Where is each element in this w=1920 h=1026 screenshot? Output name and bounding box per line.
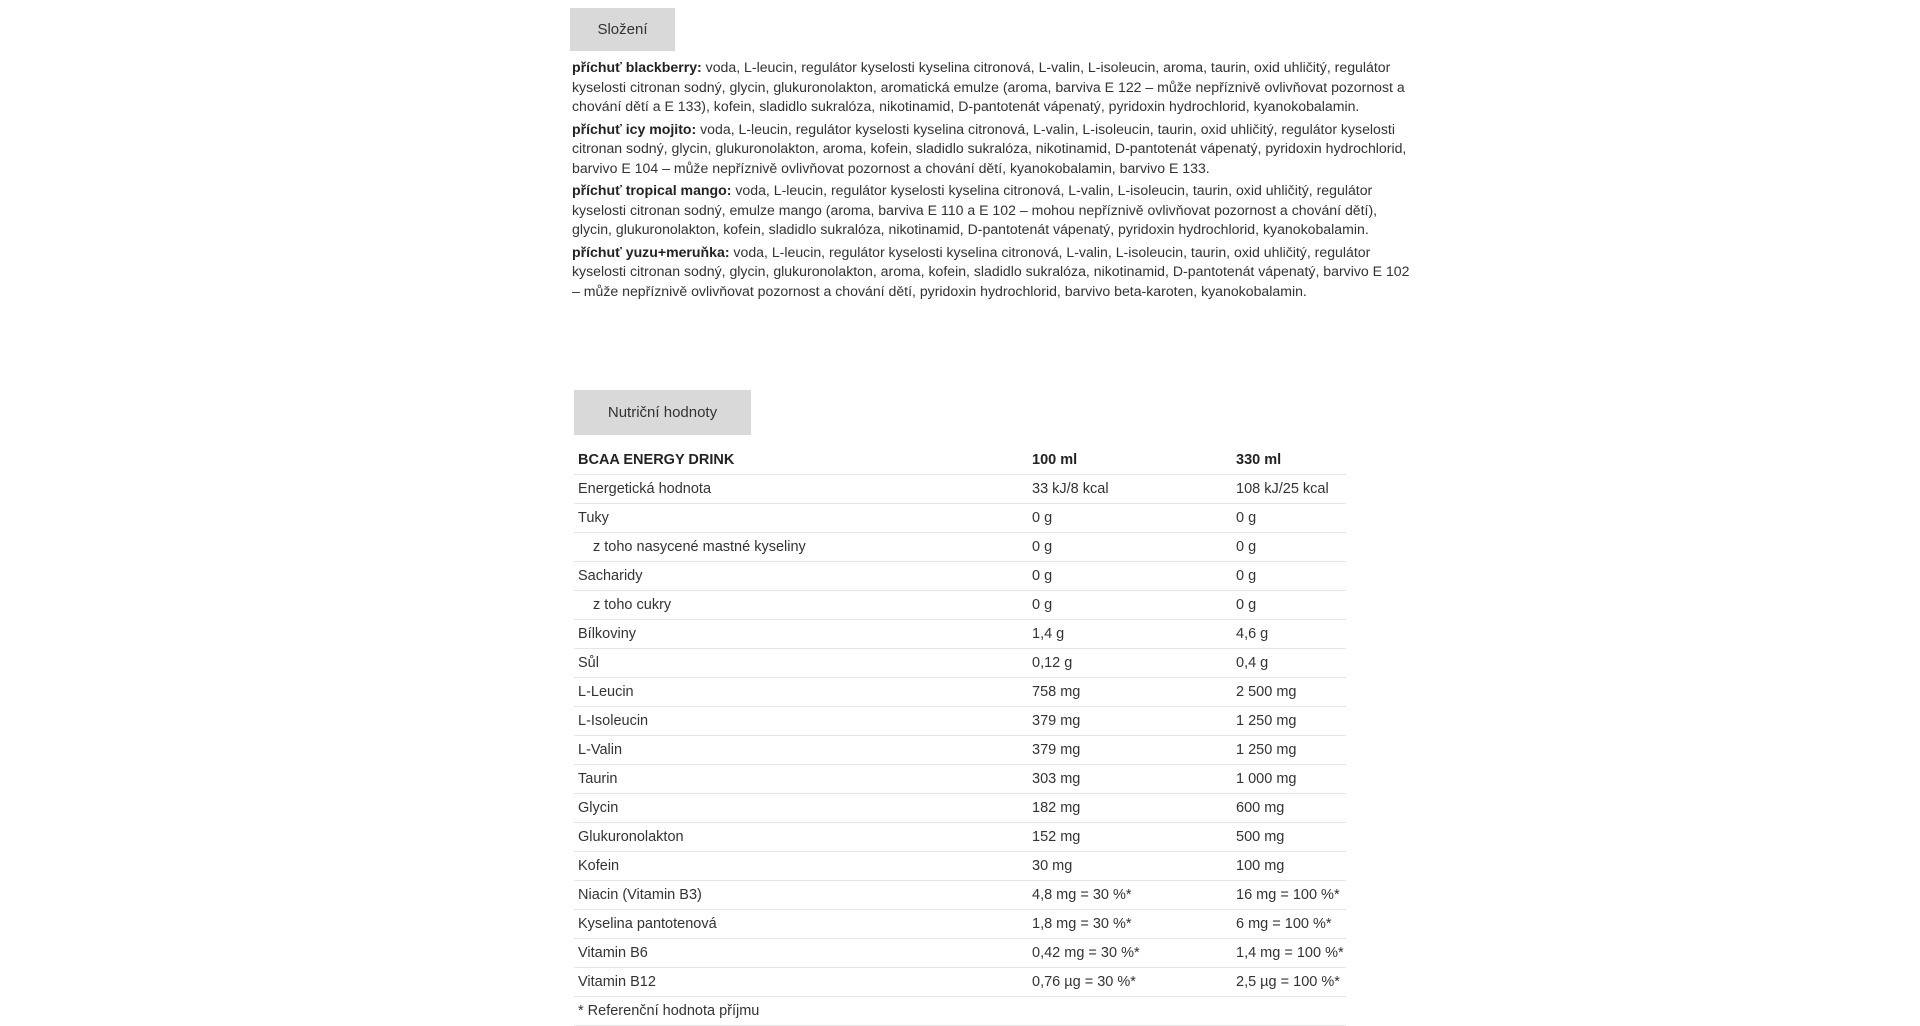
ingredients-paragraph [572, 243, 1418, 302]
header-product: BCAA ENERGY DRINK [574, 446, 1028, 475]
value-100ml: 33 kJ/8 kcal [1028, 475, 1232, 504]
ingredients-text: voda, L-leucin, regulátor kyselosti kyselina citronová, L-valin, L-isoleucin, taurin, oxid uhličitý, regulátor kyselosti citronan sodný, glycin, glukuronolakton, aroma, kofein, sladidlo sukralóza, nikotinamid, D-pantotenát vápenatý, barvivo E 102 – může nepříznivě ovlivňovat pozornost a chování dětí, pyridoxin hydrochlorid, barvivo beta-karoten, kyanokobalamin. [572, 243, 1410, 299]
table-row [574, 620, 1346, 649]
ingredients-text: voda, L-leucin, regulátor kyselosti kyselina citronová, L-valin, L-isoleucin, taurin, oxid uhličitý, regulátor kyselosti citronan sodný, emulze mango (aroma, barviva E 110 a E 102 – mohou nepříznivě ovlivňovat pozornost a chování dětí), glycin, glukuronolakton, kofein, sladidlo sukralóza, nikotinamid, D-pantotenát vápenatý, pyridoxin hydrochlorid, kyanokobalamin. [572, 182, 1378, 237]
tab-nutrition[interactable]: Nutriční hodnoty [574, 390, 751, 435]
nutrient-name: Kyselina pantotenová [574, 910, 1028, 939]
value-330ml: 500 mg [1232, 823, 1346, 852]
nutrient-name: z toho cukry [574, 591, 1028, 620]
value-100ml: 0,12 g [1028, 649, 1232, 678]
value-100ml: 0,42 mg = 30 %* [1028, 939, 1232, 968]
nutrient-name: z toho nasycené mastné kyseliny [574, 533, 1028, 562]
nutrient-name: Glukuronolakton [574, 823, 1028, 852]
value-330ml: 600 mg [1232, 794, 1346, 823]
ingredients-text: voda, L-leucin, regulátor kyselosti kyselina citronová, L-valin, L-isoleucin, taurin, oxid uhličitý, regulátor kyselosti citronan sodný, glycin, glukuronolakton, aroma, kofein, sladidlo sukralóza, nikotinamid, D-pantotenát vápenatý, pyridoxin hydrochlorid, barvivo E 104 – může nepříznivě ovlivňovat pozornost a chování dětí, kyanokobalamin, barvivo E 133. [572, 120, 1407, 176]
value-330ml: 2 500 mg [1232, 678, 1346, 707]
header-330ml: 330 ml [1232, 446, 1346, 475]
table-row [574, 823, 1346, 852]
value-100ml: 0 g [1028, 533, 1232, 562]
value-330ml: 0 g [1232, 533, 1346, 562]
table-row [574, 591, 1346, 620]
value-330ml: 100 mg [1232, 852, 1346, 881]
table-row [574, 533, 1346, 562]
value-330ml: 108 kJ/25 kcal [1232, 475, 1346, 504]
table-row [574, 562, 1346, 591]
value-330ml: 1 250 mg [1232, 707, 1346, 736]
footnote: * Referenční hodnota příjmu [574, 997, 1346, 1026]
value-330ml: 4,6 g [1232, 620, 1346, 649]
value-100ml: 4,8 mg = 30 %* [1028, 881, 1232, 910]
table-row [574, 794, 1346, 823]
value-100ml: 379 mg [1028, 736, 1232, 765]
value-330ml: 0 g [1232, 562, 1346, 591]
ingredients-paragraph [572, 58, 1418, 117]
value-330ml: 0 g [1232, 591, 1346, 620]
table-row [574, 881, 1346, 910]
nutrient-name: Vitamin B12 [574, 968, 1028, 997]
value-100ml: 182 mg [1028, 794, 1232, 823]
nutrient-name: Tuky [574, 504, 1028, 533]
table-row [574, 475, 1346, 504]
nutrient-name: L-Leucin [574, 678, 1028, 707]
value-100ml: 152 mg [1028, 823, 1232, 852]
ingredients-section [572, 58, 1418, 304]
ingredients-paragraph [572, 120, 1418, 179]
nutrient-name: Taurin [574, 765, 1028, 794]
header-100ml: 100 ml [1028, 446, 1232, 475]
ingredients-text: voda, L-leucin, regulátor kyselosti kyselina citronová, L-valin, L-isoleucin, aroma, taurin, oxid uhličitý, regulátor kyselosti citronan sodný, glycin, glukuronolakton, aromatická emulze (aroma, barviva E 122 – může nepříznivě ovlivňovat pozornost a chování dětí a E 133), kofein, sladidlo sukralóza, nikotinamid, D-pantotenát vápenatý, pyridoxin hydrochlorid, kyanokobalamin. [572, 59, 1405, 114]
flavor-label: příchuť tropical mango: [572, 182, 732, 198]
table-row [574, 968, 1346, 997]
flavor-label: příchuť icy mojito: [572, 120, 697, 137]
table-row [574, 504, 1346, 533]
table-row [574, 678, 1346, 707]
value-100ml: 30 mg [1028, 852, 1232, 881]
table-row [574, 939, 1346, 968]
table-header-row [574, 446, 1346, 475]
flavor-label: příchuť blackberry: [572, 59, 702, 75]
nutrient-name: Niacin (Vitamin B3) [574, 881, 1028, 910]
value-100ml: 1,4 g [1028, 620, 1232, 649]
value-100ml: 0 g [1028, 562, 1232, 591]
table-row [574, 736, 1346, 765]
nutrient-name: Bílkoviny [574, 620, 1028, 649]
nutrient-name: L-Isoleucin [574, 707, 1028, 736]
value-100ml: 303 mg [1028, 765, 1232, 794]
value-100ml: 379 mg [1028, 707, 1232, 736]
value-100ml: 0 g [1028, 504, 1232, 533]
value-100ml: 1,8 mg = 30 %* [1028, 910, 1232, 939]
ingredients-paragraph [572, 181, 1418, 240]
table-row [574, 707, 1346, 736]
nutrient-name: Glycin [574, 794, 1028, 823]
table-row [574, 765, 1346, 794]
value-100ml: 0 g [1028, 591, 1232, 620]
value-330ml: 6 mg = 100 %* [1232, 910, 1346, 939]
value-100ml: 0,76 µg = 30 %* [1028, 968, 1232, 997]
value-330ml: 0,4 g [1232, 649, 1346, 678]
value-330ml: 16 mg = 100 %* [1232, 881, 1346, 910]
table-row [574, 649, 1346, 678]
value-330ml: 0 g [1232, 504, 1346, 533]
value-330ml: 2,5 µg = 100 %* [1232, 968, 1346, 997]
nutrition-table [574, 446, 1346, 1026]
value-330ml: 1 000 mg [1232, 765, 1346, 794]
table-row [574, 852, 1346, 881]
tab-composition[interactable]: Složení [570, 8, 675, 51]
footnote-row [574, 997, 1346, 1026]
value-330ml: 1,4 mg = 100 %* [1232, 939, 1346, 968]
nutrient-name: L-Valin [574, 736, 1028, 765]
nutrient-name: Energetická hodnota [574, 475, 1028, 504]
nutrient-name: Kofein [574, 852, 1028, 881]
nutrient-name: Sůl [574, 649, 1028, 678]
value-330ml: 1 250 mg [1232, 736, 1346, 765]
flavor-label: příchuť yuzu+meruňka: [572, 243, 730, 260]
value-100ml: 758 mg [1028, 678, 1232, 707]
nutrient-name: Sacharidy [574, 562, 1028, 591]
nutrient-name: Vitamin B6 [574, 939, 1028, 968]
table-row [574, 910, 1346, 939]
